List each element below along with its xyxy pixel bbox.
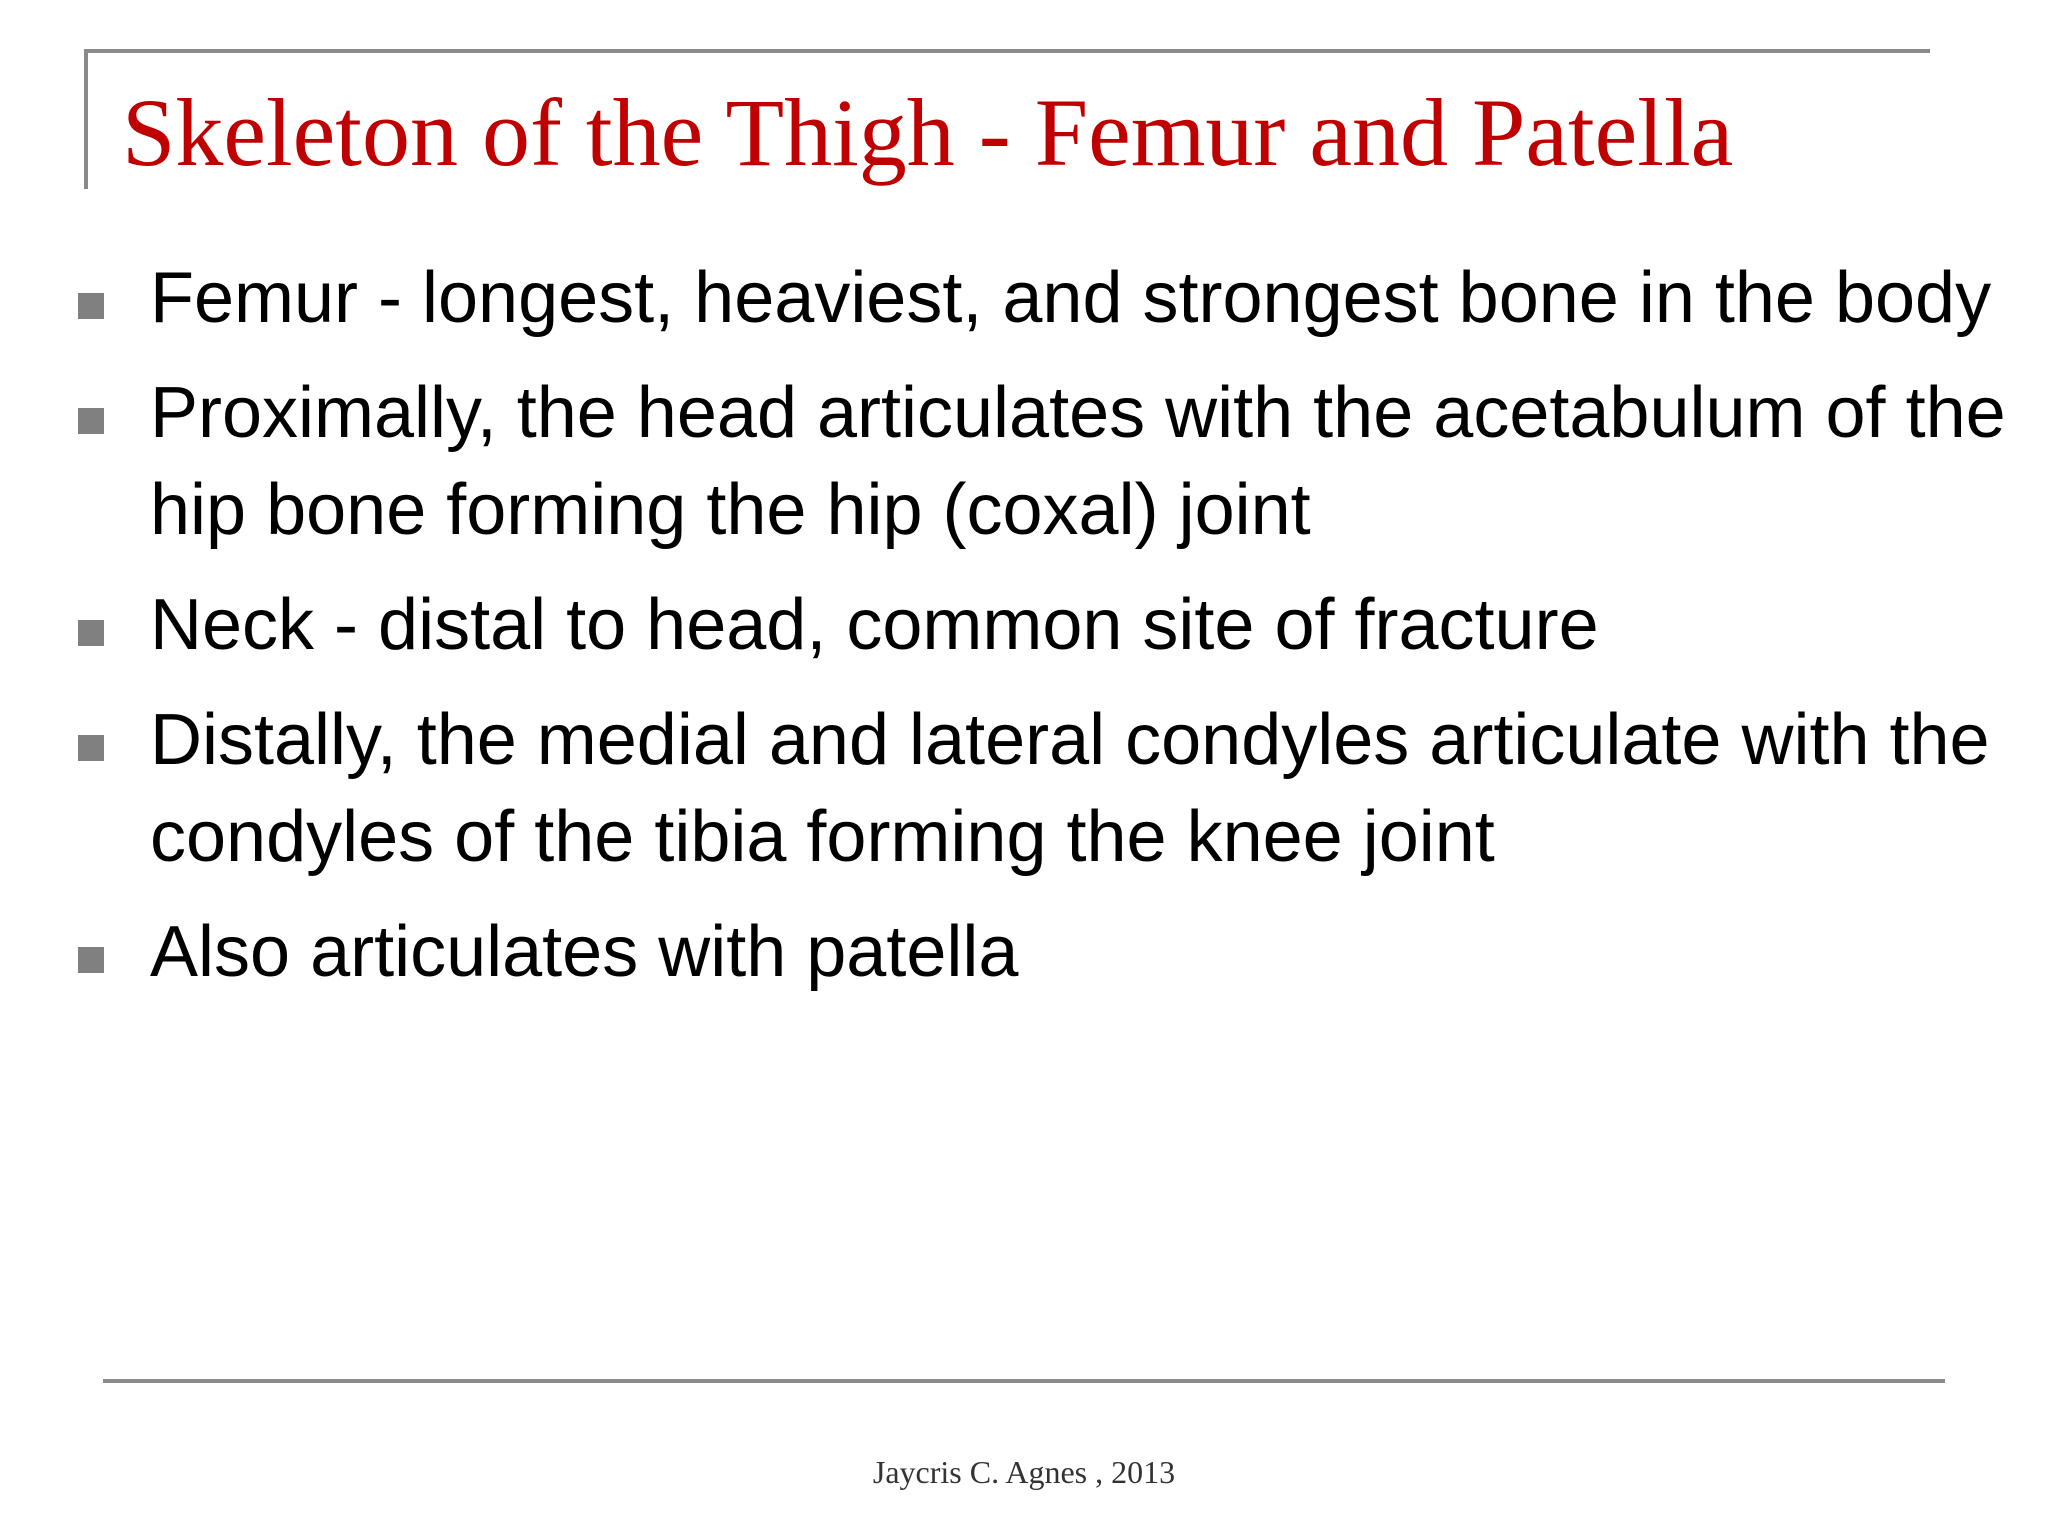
bullet-item [78,904,2018,1001]
footer-rule [103,1379,1945,1383]
square-bullet-icon [78,293,104,319]
bullet-text: Femur - longest, heaviest, and strongest bone in the body [150,258,1992,338]
square-bullet-icon [78,620,104,646]
bullet-text: Distally, the medial and lateral condyles articulate with the condyles of the tibia forming the knee joint [150,700,1990,877]
bullet-text: Neck - distal to head, common site of fracture [150,585,1599,665]
bullet-item [78,250,2018,347]
bullet-item [78,365,2018,559]
square-bullet-icon [78,408,104,434]
bullet-text: Proximally, the head articulates with the acetabulum of the hip bone forming the hip (coxal) joint [150,373,2006,550]
title-frame-left-rule [84,49,88,189]
square-bullet-icon [78,735,104,761]
footer-credit: Jaycris C. Agnes , 2013 [872,1454,1176,1490]
bullet-item [78,577,2018,674]
bullet-item [78,692,2018,886]
bullet-list [78,250,2018,1019]
title-frame-top-rule [84,49,1930,53]
bullet-text: Also articulates with patella [150,912,1019,992]
slide-title: Skeleton of the Thigh - Femur and Patella [122,79,1734,186]
square-bullet-icon [78,947,104,973]
